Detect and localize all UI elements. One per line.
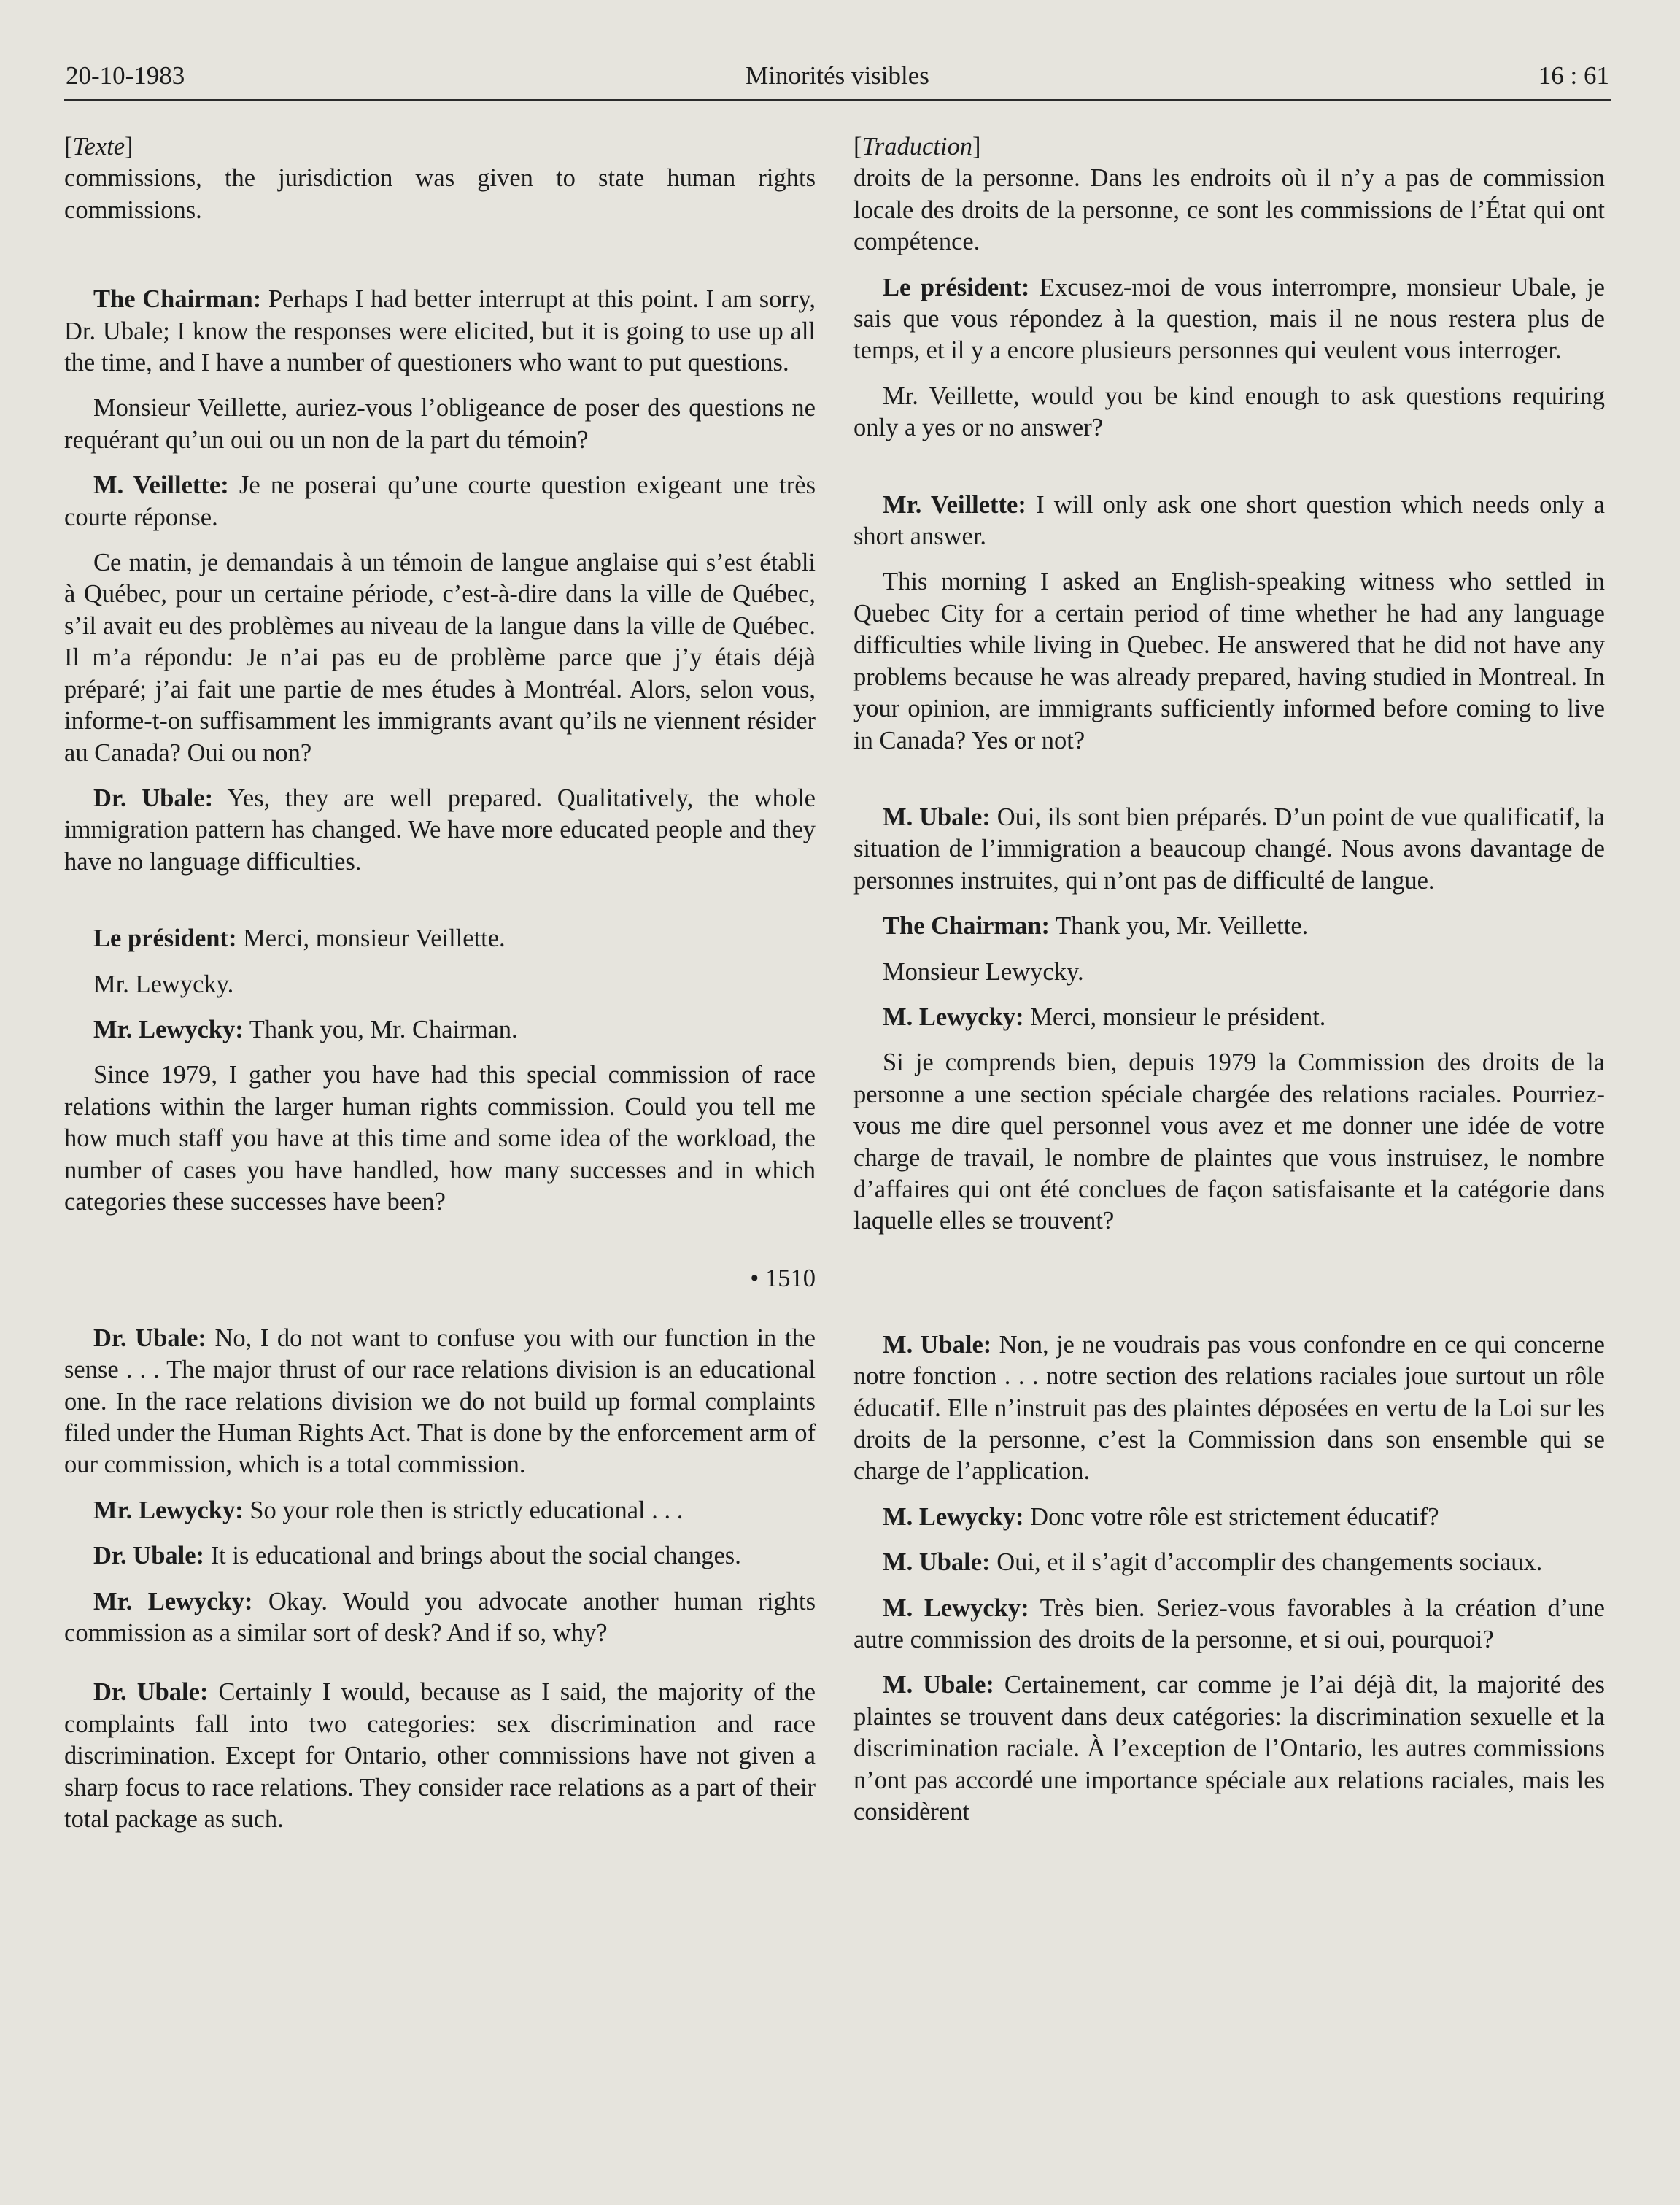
speaker-paragraph <box>64 1323 816 1481</box>
speaker-paragraph <box>853 490 1605 553</box>
speaker-paragraph <box>853 272 1605 367</box>
speech-text: Okay. Would you advocate another human rights commission as a similar sort of desk? And if so, why? <box>64 1587 816 1648</box>
paragraph: Ce matin, je demandais à un témoin de langue anglaise qui s’est établi à Québec, pour un certaine période, c’est-à-dire dans la ville de Québec, s’il avait eu des problèmes au niveau de la langue dans la ville de Québec. Il m’a répondu: Je n’ai pas eu de problème parce que j’y étais déjà préparé; j’ai fait une partie de mes études à Montréal. Alors, selon vous, informe-t-on suffisamment les immigrants avant qu’ils ne viennent résider au Canada? Oui ou non? <box>64 549 816 767</box>
speech-text: Excusez-moi de vous interrompre, monsieur Ubale, je sais que vous répondez à la question, mais il ne nous restera plus de temps, et il y a encore plusieurs personnes qui veulent vous interroger. <box>853 273 1605 365</box>
speaker-paragraph <box>64 783 816 878</box>
header-page-number: 16 : 61 <box>1538 61 1609 90</box>
speaker-name: Le président: <box>883 273 1030 301</box>
speaker-paragraph <box>64 923 816 954</box>
speaker-paragraph <box>853 1593 1605 1656</box>
speaker-name: M. Lewycky: <box>883 1594 1029 1622</box>
speaker-name: Mr. Lewycky: <box>93 1015 244 1043</box>
speech-text: Yes, they are well prepared. Qualitatively, the whole immigration pattern has changed. We have more educated people and they have no language difficulties. <box>64 784 816 876</box>
paragraph: commissions, the jurisdiction was given to state human rights commissions. <box>64 164 816 224</box>
speaker-name: Le président: <box>93 924 237 953</box>
speaker-paragraph <box>64 1014 816 1046</box>
speech-text: It is educational and brings about the social changes. <box>204 1542 741 1570</box>
speaker-paragraph <box>64 1495 816 1526</box>
speech-text: Oui, et il s’agit d’accomplir des changements sociaux. <box>990 1548 1543 1577</box>
header-title: Minorités visibles <box>746 61 929 90</box>
speech-text: Donc votre rôle est strictement éducatif? <box>1023 1502 1439 1531</box>
speaker-name: Mr. Veillette: <box>883 490 1026 519</box>
paragraph: Mr. Lewycky. <box>93 970 234 998</box>
left-column <box>64 131 816 1835</box>
speaker-paragraph <box>853 1669 1605 1828</box>
speech-text: I will only ask one short question which needs only a short answer. <box>853 490 1605 551</box>
paragraph: This morning I asked an English-speaking witness who settled in Quebec City for a certain period of time whether he had any language difficulties while living in Quebec. He answered that he did not have any problems because he was already prepared, having studied in Montreal. In your opinion, are immigrants sufficiently informed before coming to live in Canada? Yes or not? <box>853 568 1605 754</box>
speaker-name: M. Ubale: <box>883 1330 992 1359</box>
speaker-name: Dr. Ubale: <box>93 1542 205 1570</box>
paragraph: Monsieur Veillette, auriez-vous l’obligeance de poser des questions ne requérant qu’un oui ou un non de la part du témoin? <box>64 394 816 454</box>
paragraph: Si je comprends bien, depuis 1979 la Commission des droits de la personne a une section spéciale chargée des relations raciales. Pourriez-vous me dire quel personnel vous avez et me donner une idée de votre charge de travail, le nombre de plaintes que vous instruisez, le nombre d’affaires qui ont été conclues de façon satisfaisante et la catégorie dans laquelle elles se trouvent? <box>853 1049 1605 1235</box>
speaker-paragraph <box>64 1586 816 1650</box>
section-tag: [Texte] <box>64 133 133 161</box>
speech-text: No, I do not want to confuse you with our function in the sense . . . The major thrust of our race relations division is an educational one. In the race relations division we do not build up formal complaints filed under the Human Rights Act. That is done by the enforcement arm of our commission, which is a total commission. <box>64 1324 816 1479</box>
speaker-name: M. Veillette: <box>93 471 229 500</box>
speech-text: Non, je ne voudrais pas vous confondre en ce qui concerne notre fonction . . . notre section des relations raciales joue surtout un rôle éducatif. Elle n’instruit pas des plaintes déposées en vertu de la Loi sur les droits de la personne, c’est la Commission dans son ensemble qui se charge de l’application. <box>853 1330 1605 1486</box>
speaker-paragraph <box>853 911 1605 942</box>
speech-text: Perhaps I had better interrupt at this point. I am sorry, Dr. Ubale; I know the responses were elicited, but it is going to use up all the time, and I have a number of questioners who want to put questions. <box>64 285 816 377</box>
speaker-paragraph <box>853 802 1605 897</box>
speaker-name: Dr. Ubale: <box>93 784 214 812</box>
speaker-name: Mr. Lewycky: <box>93 1587 253 1615</box>
speaker-paragraph <box>64 1677 816 1835</box>
speaker-paragraph <box>853 1329 1605 1488</box>
speech-text: Merci, monsieur Veillette. <box>236 924 506 953</box>
header-date: 20-10-1983 <box>66 61 185 90</box>
paragraph: droits de la personne. Dans les endroits où il n’y a pas de commission locale des droits de la personne, ce sont les commissions de l’État qui ont compétence. <box>853 164 1605 256</box>
paragraph: Mr. Veillette, would you be kind enough to ask questions requiring only a yes or no answer? <box>853 382 1605 442</box>
section-tag: [Traduction] <box>853 133 981 161</box>
running-header <box>64 61 1611 101</box>
speech-text: So your role then is strictly educational . . . <box>243 1496 684 1524</box>
speaker-name: M. Ubale: <box>883 803 991 831</box>
speech-text: Je ne poserai qu’une courte question exigeant une très courte réponse. <box>64 471 816 531</box>
speaker-name: Dr. Ubale: <box>93 1678 209 1707</box>
speaker-paragraph <box>853 1547 1605 1578</box>
speech-text: Très bien. Seriez-vous favorables à la création d’une autre commission des droits de la personne, et si oui, pourquoi? <box>853 1594 1605 1654</box>
speech-text: Thank you, Mr. Chairman. <box>243 1015 518 1043</box>
speaker-name: The Chairman: <box>93 285 262 314</box>
speaker-paragraph <box>64 470 816 533</box>
right-column <box>853 131 1605 1828</box>
speaker-paragraph <box>64 284 816 379</box>
time-marker: • 1510 <box>750 1264 816 1293</box>
speaker-paragraph <box>853 1502 1605 1533</box>
speaker-name: M. Lewycky: <box>883 1502 1024 1531</box>
speaker-name: M. Ubale: <box>883 1671 994 1699</box>
speaker-name: Dr. Ubale: <box>93 1324 206 1352</box>
speaker-paragraph <box>64 1540 816 1572</box>
speech-text: Oui, ils sont bien préparés. D’un point de vue qualificatif, la situation de l’immigration a beaucoup changé. Nous avons davantage de personnes instruites, qui n’ont pas de difficulté de langue. <box>853 803 1605 895</box>
speech-text: Certainly I would, because as I said, the majority of the complaints fall into two categories: sex discrimination and race discrimination. Except for Ontario, other commissions have not given a sharp focus to race relations. They consider race relations as a part of their total package as such. <box>64 1678 816 1834</box>
speech-text: Certainement, car comme je l’ai déjà dit, la majorité des plaintes se trouvent dans deux catégories: la discrimination sexuelle et la discrimination raciale. À l’exception de l’Ontario, les autres commissions n’ont pas accordé une importance spéciale aux relations raciales, mais les considèrent <box>853 1671 1605 1826</box>
speaker-paragraph <box>853 1002 1605 1033</box>
speaker-name: The Chairman: <box>883 912 1050 941</box>
paragraph: Monsieur Lewycky. <box>883 957 1084 986</box>
speech-text: Thank you, Mr. Veillette. <box>1050 912 1309 941</box>
speaker-name: Mr. Lewycky: <box>93 1496 244 1524</box>
speech-text: Merci, monsieur le président. <box>1023 1003 1326 1031</box>
speaker-name: M. Lewycky: <box>883 1003 1024 1031</box>
paragraph: Since 1979, I gather you have had this special commission of race relations within the larger human rights commission. Could you tell me how much staff you have at this time and some idea of the workload, the number of cases you have handled, how many successes and in which categories these successes have been? <box>64 1061 816 1216</box>
speaker-name: M. Ubale: <box>883 1548 991 1577</box>
